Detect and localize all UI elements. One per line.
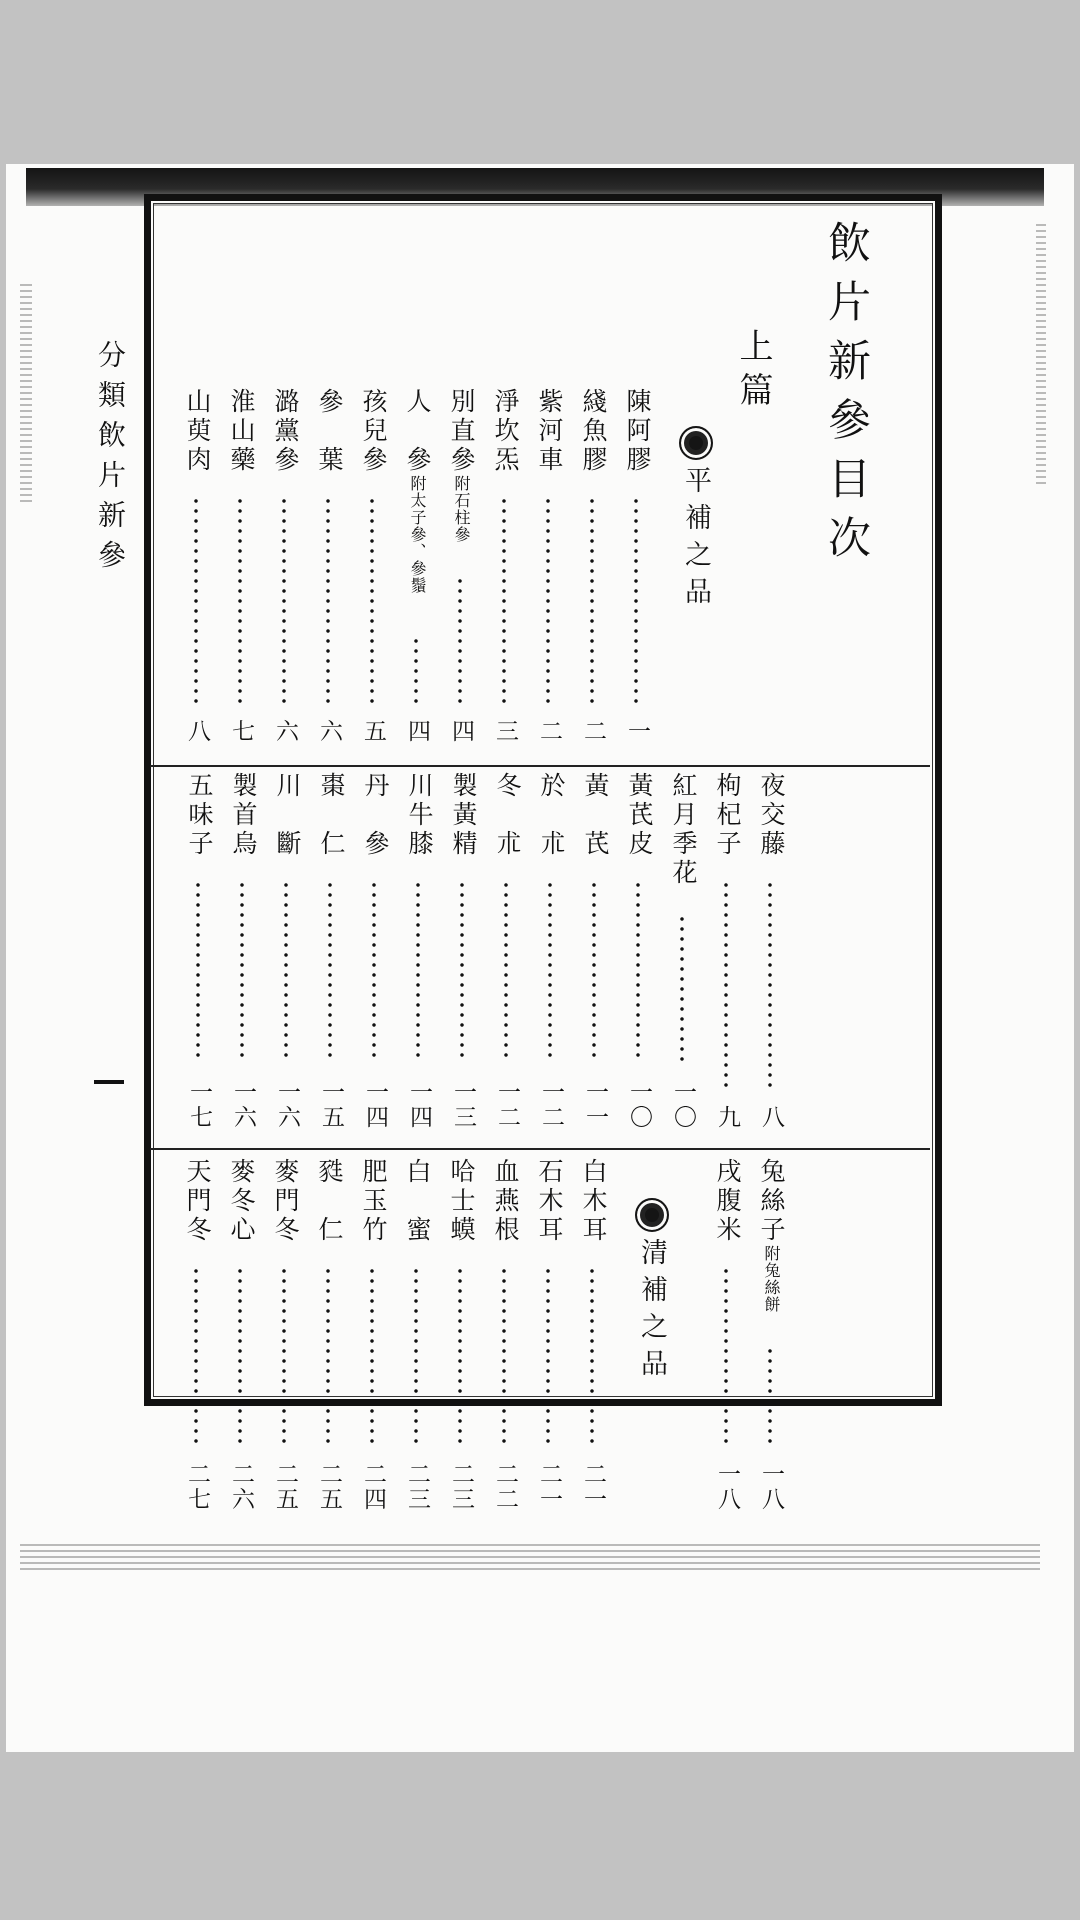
leader-dots [194,1266,198,1444]
leader-dots [416,880,420,1062]
toc-entry-name: 潞黨參 [271,388,300,475]
toc-entry [620,388,654,744]
leader-dots [326,496,330,706]
toc-entry-name: 別直參附石柱參 [447,388,476,543]
toc-entry [534,772,568,1130]
toc-entry-page: 八 [758,1105,784,1130]
toc-entry-page: 二五 [316,1462,342,1512]
toc-entry-name: 白 蜜 [403,1158,432,1245]
leader-dots [548,880,552,1062]
leader-dots [768,1346,772,1444]
toc-entry-name: 五味子 [185,772,214,859]
toc-entry-name: 淮山藥 [227,388,256,475]
toc-entry-page: 一八 [758,1462,784,1512]
scan-noise-bottom [20,1544,1040,1570]
margin-page-number [94,1080,124,1084]
toc-entry-name: 淨坎炁 [491,388,520,475]
toc-entry-name: 冬 朮 [493,772,522,859]
toc-entry-name: 棗 仁 [317,772,346,859]
toc-entry-page: 一六 [230,1080,256,1130]
toc-entry-name: 紫河車 [535,388,564,475]
toc-entry [444,388,478,744]
toc-entry-page: 二七 [184,1462,210,1512]
margin-title: 分類飲片新參 [94,340,127,580]
toc-entry [446,772,480,1130]
toc-entry [312,1158,346,1512]
toc-entry [402,772,436,1130]
toc-entry-name: 綫魚膠 [579,388,608,475]
toc-entry-name: 於 朮 [537,772,566,859]
toc-entry-page: 一一 [582,1080,608,1130]
leader-dots [458,1266,462,1444]
toc-entry [224,388,258,744]
toc-entry-name: 製首烏 [229,772,258,859]
toc-entry [312,388,346,744]
toc-entry [356,1158,390,1512]
toc-entry-page: 九 [714,1105,740,1130]
toc-entry [622,772,656,1130]
toc-entry-page: 八 [184,719,210,744]
toc-entry-note: 附石柱參 [452,475,471,543]
leader-dots [502,1266,506,1444]
toc-entry-page: 四 [448,719,474,744]
toc-entry-name: 川牛膝 [405,772,434,859]
toc-entry-page: 一〇 [670,1080,696,1130]
leader-dots [768,880,772,1092]
toc-entry-page: 一五 [318,1080,344,1130]
toc-entry [180,1158,214,1512]
leader-dots [282,496,286,706]
toc-entry-name: 人 參附太子參、參鬚 [403,388,432,594]
toc-entry-page: 一三 [450,1080,476,1130]
section-heading-pingbu [676,426,715,614]
toc-entry [268,388,302,744]
toc-entry-name: 川 斷 [273,772,302,859]
leader-dots [680,914,684,1062]
section-bullet-icon [635,1198,669,1232]
toc-entry-page: 二 [580,719,606,744]
toc-entry-page: 二六 [228,1462,254,1512]
toc-entry-page: 六 [272,719,298,744]
toc-entry-name: 石木耳 [535,1158,564,1245]
toc-entry-name: 天門冬 [183,1158,212,1245]
toc-entry-page: 四 [404,719,430,744]
toc-entry [270,772,304,1130]
toc-entry-name: 麥冬心 [227,1158,256,1245]
leader-dots [636,880,640,1062]
toc-entry-name: 丹 參 [361,772,390,859]
toc-entry-page: 一八 [714,1462,740,1512]
toc-entry-page: 一四 [406,1080,432,1130]
leader-dots [414,1266,418,1444]
toc-entry-page: 二三 [448,1462,474,1512]
section-label: 清補之品 [636,1238,667,1386]
toc-entry-name: 血燕根 [491,1158,520,1245]
leader-dots [326,1266,330,1444]
toc-entry-name: 夜交藤 [757,772,786,859]
toc-entry [358,772,392,1130]
leader-dots [592,880,596,1062]
toc-entry-page: 二 [536,719,562,744]
toc-entry [754,1158,788,1512]
leader-dots [724,880,728,1092]
section-heading-qingbu [632,1198,671,1386]
toc-entry-name: 哈士蟆 [447,1158,476,1245]
toc-entry [754,772,788,1130]
toc-entry [226,772,260,1130]
row-divider-2 [150,1148,930,1150]
scan-noise-left [20,284,32,504]
toc-entry [356,388,390,744]
toc-entry-name: 製黃精 [449,772,478,859]
toc-entry-page: 一六 [274,1080,300,1130]
leader-dots [240,880,244,1062]
section-label: 平補之品 [680,466,711,614]
toc-entry-page: 二三 [404,1462,430,1512]
leader-dots [284,880,288,1062]
leader-dots [460,880,464,1062]
toc-entry-name: 孩兒參 [359,388,388,475]
toc-entry [578,772,612,1130]
scan-noise-right [1036,224,1046,484]
toc-entry-page: 二四 [360,1462,386,1512]
toc-entry [400,1158,434,1512]
leader-dots [370,496,374,706]
leader-dots [634,496,638,706]
toc-entry-name: 黃芪皮 [625,772,654,859]
toc-entry [490,772,524,1130]
toc-entry [710,772,744,1130]
toc-entry-name: 兔絲子附兔絲餅 [757,1158,786,1313]
toc-entry-page: 五 [360,719,386,744]
leader-dots [724,1266,728,1444]
section-bullet-icon [679,426,713,460]
leader-dots [590,1266,594,1444]
toc-entry-name: 山萸肉 [183,388,212,475]
toc-entry [576,1158,610,1512]
toc-entry-name: 白木耳 [579,1158,608,1245]
toc-entry [666,772,700,1130]
toc-entry-page: 一 [624,719,650,744]
toc-entry [710,1158,744,1512]
leader-dots [546,1266,550,1444]
toc-entry-name: 陳阿膠 [623,388,652,475]
leader-dots [370,1266,374,1444]
toc-entry [400,388,434,744]
leader-dots [504,880,508,1062]
toc-entry-page: 七 [228,719,254,744]
leader-dots [282,1266,286,1444]
toc-entry-page: 二一 [536,1462,562,1512]
toc-entry [180,388,214,744]
toc-entry [532,388,566,744]
toc-entry [576,388,610,744]
leader-dots [196,880,200,1062]
toc-entry-name: 參 葉 [315,388,344,475]
toc-entry-page: 二二 [492,1462,518,1512]
toc-entry-note: 附太子參、參鬚 [408,475,427,594]
toc-entry-page: 二五 [272,1462,298,1512]
toc-entry [444,1158,478,1512]
leader-dots [238,1266,242,1444]
toc-entry-name: 紅月季花 [669,772,698,888]
toc-entry-note: 附兔絲餅 [762,1245,781,1313]
leader-dots [194,496,198,706]
leader-dots [328,880,332,1062]
toc-entry-page: 一二 [494,1080,520,1130]
volume-title: 上篇 [733,328,773,416]
toc-entry [488,1158,522,1512]
toc-entry-name: 麥門冬 [271,1158,300,1245]
toc-entry [488,388,522,744]
toc-entry [314,772,348,1130]
leader-dots [546,496,550,706]
leader-dots [238,496,242,706]
toc-entry-page: 六 [316,719,342,744]
toc-entry [224,1158,258,1512]
leader-dots [502,496,506,706]
leader-dots [590,496,594,706]
row-divider-1 [150,765,930,767]
toc-entry-name: 戌腹米 [713,1158,742,1245]
toc-entry-page: 一四 [362,1080,388,1130]
toc-entry-page: 三 [492,719,518,744]
page-title: 飲片新參目次 [821,220,871,574]
toc-entry-page: 一二 [538,1080,564,1130]
toc-entry [532,1158,566,1512]
leader-dots [458,576,462,706]
toc-entry-name: 枸杞子 [713,772,742,859]
toc-entry [182,772,216,1130]
toc-entry-page: 二一 [580,1462,606,1512]
toc-entry-name: 黃 芪 [581,772,610,859]
toc-entry-page: 一〇 [626,1080,652,1130]
toc-entry [268,1158,302,1512]
toc-entry-name: 甤 仁 [315,1158,344,1245]
leader-dots [372,880,376,1062]
toc-entry-page: 一七 [186,1080,212,1130]
leader-dots [414,636,418,706]
toc-entry-name: 肥玉竹 [359,1158,388,1245]
